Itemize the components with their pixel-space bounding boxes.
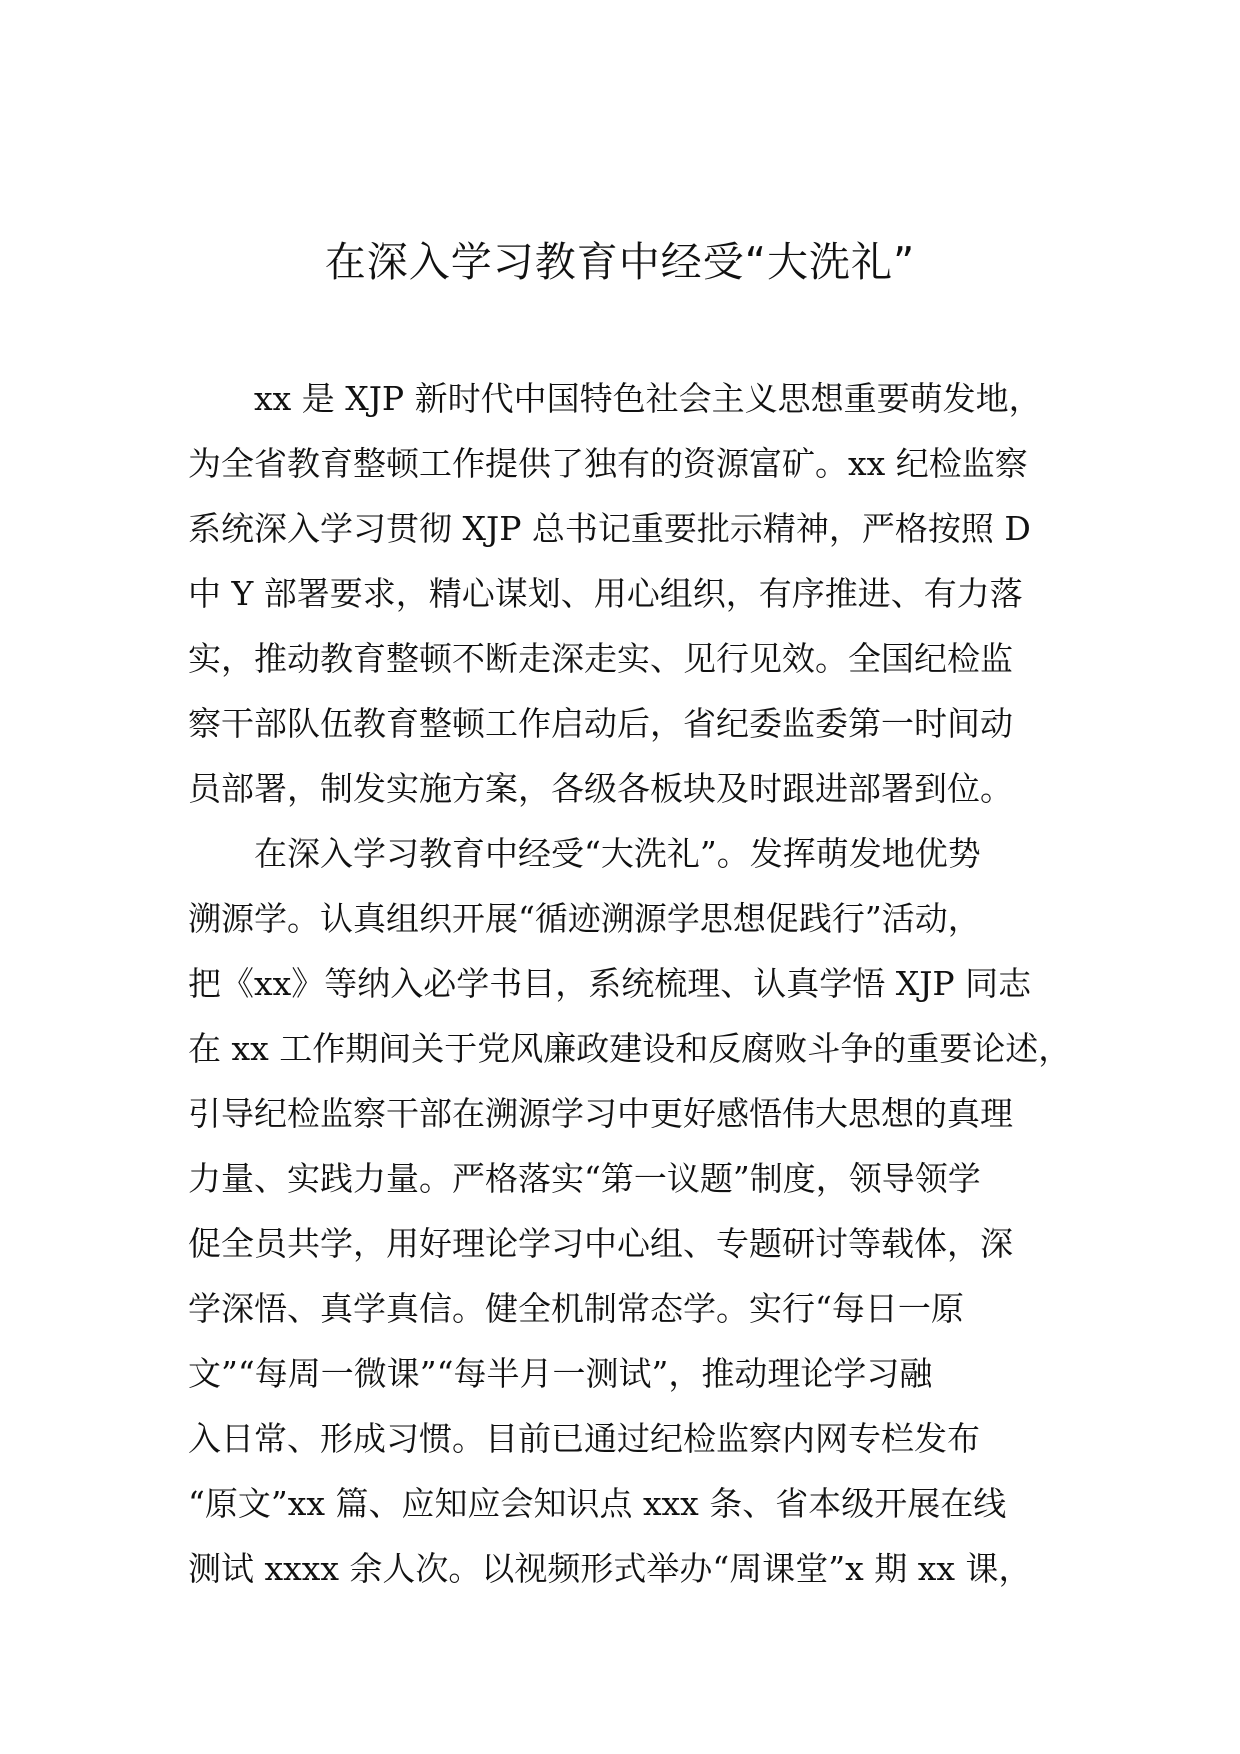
paragraph-2-line: 学深悟、真学真信。健全机制常态学。实行“每日一原 <box>188 1289 964 1328</box>
paragraph-1-line: 实，推动教育整顿不断走深走实、见行见效。全国纪检监 <box>188 639 1013 678</box>
paragraph-1-line: 察干部队伍教育整顿工作启动后，省纪委监委第一时间动 <box>188 704 1013 743</box>
paragraph-1-line: 员部署，制发实施方案，各级各板块及时跟进部署到位。 <box>188 769 1013 808</box>
paragraph-2-line: 测试 xxxx 余人次。以视频形式举办“周课堂”x 期 xx 课， <box>188 1549 1032 1588</box>
paragraph-2-line: 引导纪检监察干部在溯源学习中更好感悟伟大思想的真理 <box>188 1094 1013 1133</box>
document-body <box>188 366 1078 1601</box>
paragraph-2-line: 文”“每周一微课”“每半月一测试”，推动理论学习融 <box>188 1354 933 1393</box>
paragraph-2-line: 促全员共学，用好理论学习中心组、专题研讨等载体，深 <box>188 1224 1013 1263</box>
paragraph-1-line: 中 Y 部署要求，精心谋划、用心组织，有序推进、有力落 <box>188 574 1023 613</box>
paragraph-2-line: 入日常、形成习惯。目前已通过纪检监察内网专栏发布 <box>188 1419 980 1458</box>
paragraph-2-line: 力量、实践力量。严格落实“第一议题”制度，领导领学 <box>188 1159 981 1198</box>
paragraph-2-line: 在 xx 工作期间关于党风廉政建设和反腐败斗争的重要论述， <box>188 1029 1072 1068</box>
paragraph-2-line: 在深入学习教育中经受“大洗礼”。发挥萌发地优势 <box>254 834 981 873</box>
document-title: 在深入学习教育中经受“大洗礼” <box>324 238 916 286</box>
paragraph-2-line: 把《xx》等纳入必学书目，系统梳理、认真学悟 XJP 同志 <box>188 964 1032 1003</box>
paragraph-1-line: 为全省教育整顿工作提供了独有的资源富矿。xx 纪检监察 <box>188 444 1028 483</box>
paragraph-2-line: 溯源学。认真组织开展“循迹溯源学思想促践行”活动， <box>188 899 981 938</box>
paragraph-1-line: 系统深入学习贯彻 XJP 总书记重要批示精神，严格按照 D <box>188 509 1031 548</box>
paragraph-2-line: “原文”xx 篇、应知应会知识点 xxx 条、省本级开展在线 <box>188 1484 1007 1523</box>
paragraph-1-line: xx 是 XJP 新时代中国特色社会主义思想重要萌发地， <box>254 379 1042 418</box>
